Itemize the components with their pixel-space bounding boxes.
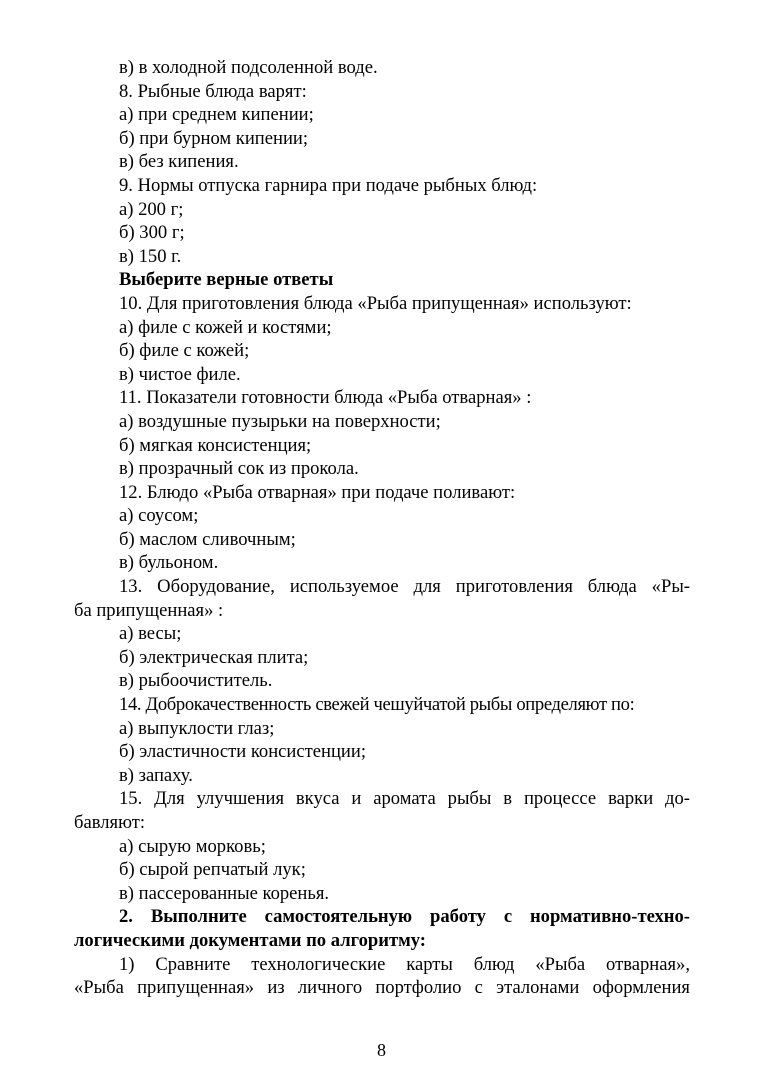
question-12: 12. Блюдо «Рыба отварная» при подаче поливают: xyxy=(119,481,516,503)
task-2-heading-continued: логическими документами по алгоритму: xyxy=(74,929,427,951)
answer-option: б) при бурном кипении; xyxy=(119,127,309,149)
answer-option: б) 300 г; xyxy=(119,222,185,244)
answer-option: в) прозрачный сок из прокола. xyxy=(119,458,359,480)
answer-option: в) пассерованные коренья. xyxy=(119,882,330,904)
answer-option: в) 150 г. xyxy=(119,245,182,267)
question-10: 10. Для приготовления блюда «Рыба припущенная» используют: xyxy=(119,292,632,314)
answer-option: а) весы; xyxy=(119,623,182,645)
question-9: 9. Нормы отпуска гарнира при подаче рыбных блюд: xyxy=(119,174,538,196)
answer-option: б) сырой репчатый лук; xyxy=(119,859,306,881)
answer-option: б) электрическая плита; xyxy=(119,646,309,668)
answer-option: в) запаху. xyxy=(119,764,193,786)
answer-option: б) эластичности консистенции; xyxy=(119,741,366,763)
page-content xyxy=(74,56,690,1000)
answer-option: б) мягкая консистенция; xyxy=(119,434,312,456)
answer-option: а) при среднем кипении; xyxy=(119,104,314,126)
task-2-step-1-continued: «Рыба припущенная» из личного портфолио с эталонами оформления xyxy=(74,977,690,999)
answer-option: б) филе с кожей; xyxy=(119,340,250,362)
page-number: 8 xyxy=(377,1040,386,1060)
question-15-continued: бавляют: xyxy=(74,812,146,833)
question-11: 11. Показатели готовности блюда «Рыба отварная» : xyxy=(119,387,532,409)
answer-option: в) бульоном. xyxy=(119,552,219,574)
question-15: 15. Для улучшения вкуса и аромата рыбы в процессе варки до- xyxy=(119,788,690,810)
answer-option: в) рыбоочиститель. xyxy=(119,670,273,692)
question-13-continued: ба припущенная» : xyxy=(74,599,224,621)
question-13: 13. Оборудование, используемое для приготовления блюда «Ры- xyxy=(119,576,690,598)
answer-option: а) выпуклости глаз; xyxy=(119,717,275,739)
question-8: 8. Рыбные блюда варят: xyxy=(119,80,307,102)
answer-option: в) в холодной подсоленной воде. xyxy=(119,57,378,78)
task-2-step-1: 1) Сравните технологические карты блюд «Рыба отварная», xyxy=(119,953,690,975)
answer-option: а) филе с кожей и костями; xyxy=(119,316,332,338)
answer-option: в) чистое филе. xyxy=(119,363,241,385)
answer-option: а) 200 г; xyxy=(119,198,184,220)
answer-option: в) без кипения. xyxy=(119,151,239,173)
section-heading: Выберите верные ответы xyxy=(119,269,334,291)
task-2-heading: 2. Выполните самостоятельную работу с нормативно-техно- xyxy=(119,906,690,928)
answer-option: а) сырую морковь; xyxy=(119,835,266,857)
answer-option: б) маслом сливочным; xyxy=(119,528,296,550)
question-14: 14. Доброкачественность свежей чешуйчатой рыбы определяют по: xyxy=(119,694,635,716)
answer-option: а) воздушные пузырьки на поверхности; xyxy=(119,410,441,432)
answer-option: а) соусом; xyxy=(119,505,199,527)
